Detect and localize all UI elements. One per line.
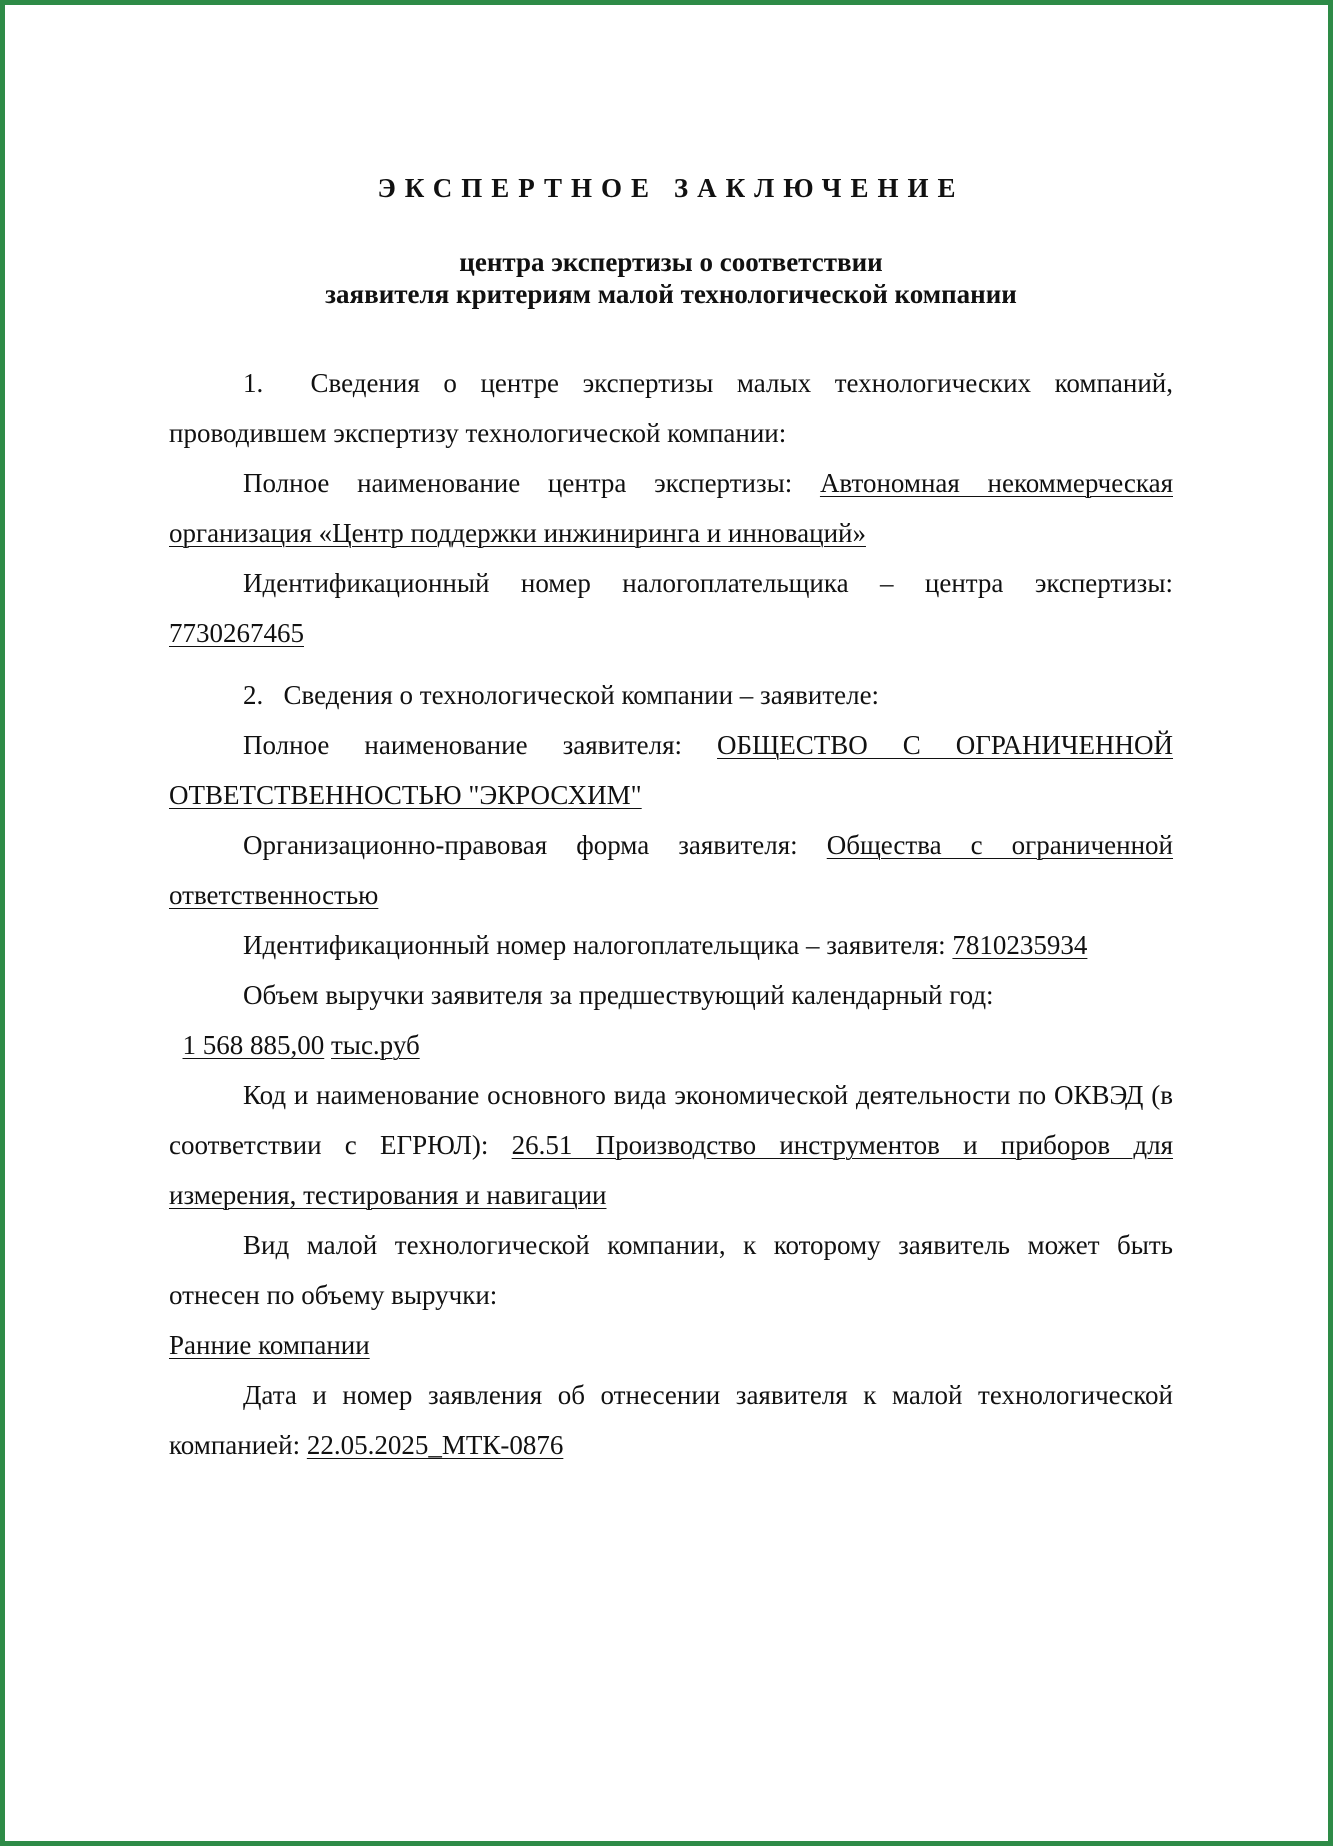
applicant-name-label: Полное наименование заявителя: bbox=[243, 730, 683, 760]
expert-center-inn-row bbox=[169, 558, 1173, 658]
section-2-heading bbox=[169, 670, 1173, 720]
company-type-label: Вид малой технологической компании, к которому заявитель может быть отнесен по объему выручки: bbox=[169, 1230, 1173, 1310]
applicant-inn-row bbox=[169, 920, 1173, 970]
expert-center-inn-label: Идентификационный номер налогоплательщика – центра экспертизы: bbox=[243, 568, 1173, 598]
applicant-okved-row bbox=[169, 1070, 1173, 1220]
subtitle-line-1: центра экспертизы о соответствии bbox=[459, 247, 883, 277]
expert-center-name-value: Автономная некоммерческая организация «Центр поддержки инжиниринга и инноваций» bbox=[169, 468, 1173, 548]
application-value: 22.05.2025_МТК-0876 bbox=[306, 1430, 564, 1460]
document-subtitle bbox=[169, 246, 1173, 310]
company-type-value: Ранние компании bbox=[169, 1330, 370, 1360]
document-title: ЭКСПЕРТНОЕ ЗАКЛЮЧЕНИЕ bbox=[377, 173, 965, 203]
applicant-inn-value: 7810235934 bbox=[952, 930, 1088, 960]
subtitle-line-2: заявителя критериям малой технологической компании bbox=[325, 279, 1017, 309]
applicant-revenue-value: 1 568 885,00 bbox=[182, 1030, 325, 1060]
document-body bbox=[169, 173, 1173, 1470]
applicant-revenue-label: Объем выручки заявителя за предшествующий календарный год: bbox=[243, 980, 994, 1010]
applicant-okved-label: Код и наименование основного вида экономической деятельности по ОКВЭД (в соответствии с ЕГРЮЛ): bbox=[169, 1080, 1173, 1160]
expert-center-inn-value: 7730267465 bbox=[169, 618, 304, 648]
section-1-heading bbox=[169, 358, 1173, 458]
applicant-revenue-unit: тыс.руб bbox=[331, 1030, 420, 1060]
section-2-heading-text: Сведения о технологической компании – заявителе: bbox=[283, 680, 880, 710]
applicant-okved-value: 26.51 Производство инструментов и приборов для измерения, тестирования и навигации bbox=[169, 1130, 1174, 1210]
applicant-revenue-row bbox=[169, 1020, 1173, 1070]
applicant-legal-form-row bbox=[169, 820, 1173, 920]
section-1-heading-text: Сведения о центре экспертизы малых технологических компаний, проводившем экспертизу технологической компании: bbox=[169, 368, 1173, 448]
applicant-legal-form-value: Общества с ограниченной ответственностью bbox=[169, 830, 1174, 910]
applicant-name-row bbox=[169, 720, 1173, 820]
expert-center-name-label: Полное наименование центра экспертизы: bbox=[243, 468, 793, 498]
applicant-legal-form-label: Организационно-правовая форма заявителя: bbox=[243, 830, 798, 860]
expert-center-name-row bbox=[169, 458, 1173, 558]
applicant-inn-label: Идентификационный номер налогоплательщика – заявителя: bbox=[243, 930, 946, 960]
application-row bbox=[169, 1370, 1173, 1470]
section-2-number: 2. bbox=[243, 680, 264, 710]
section-1-number: 1. bbox=[243, 368, 264, 398]
application-label: Дата и номер заявления об отнесении заявителя к малой технологической компанией: bbox=[169, 1380, 1173, 1460]
company-type-row bbox=[169, 1320, 1173, 1370]
applicant-name-value: ОБЩЕСТВО С ОГРАНИЧЕННОЙ ОТВЕТСТВЕННОСТЬЮ "ЭКРОСХИМ" bbox=[169, 730, 1174, 810]
